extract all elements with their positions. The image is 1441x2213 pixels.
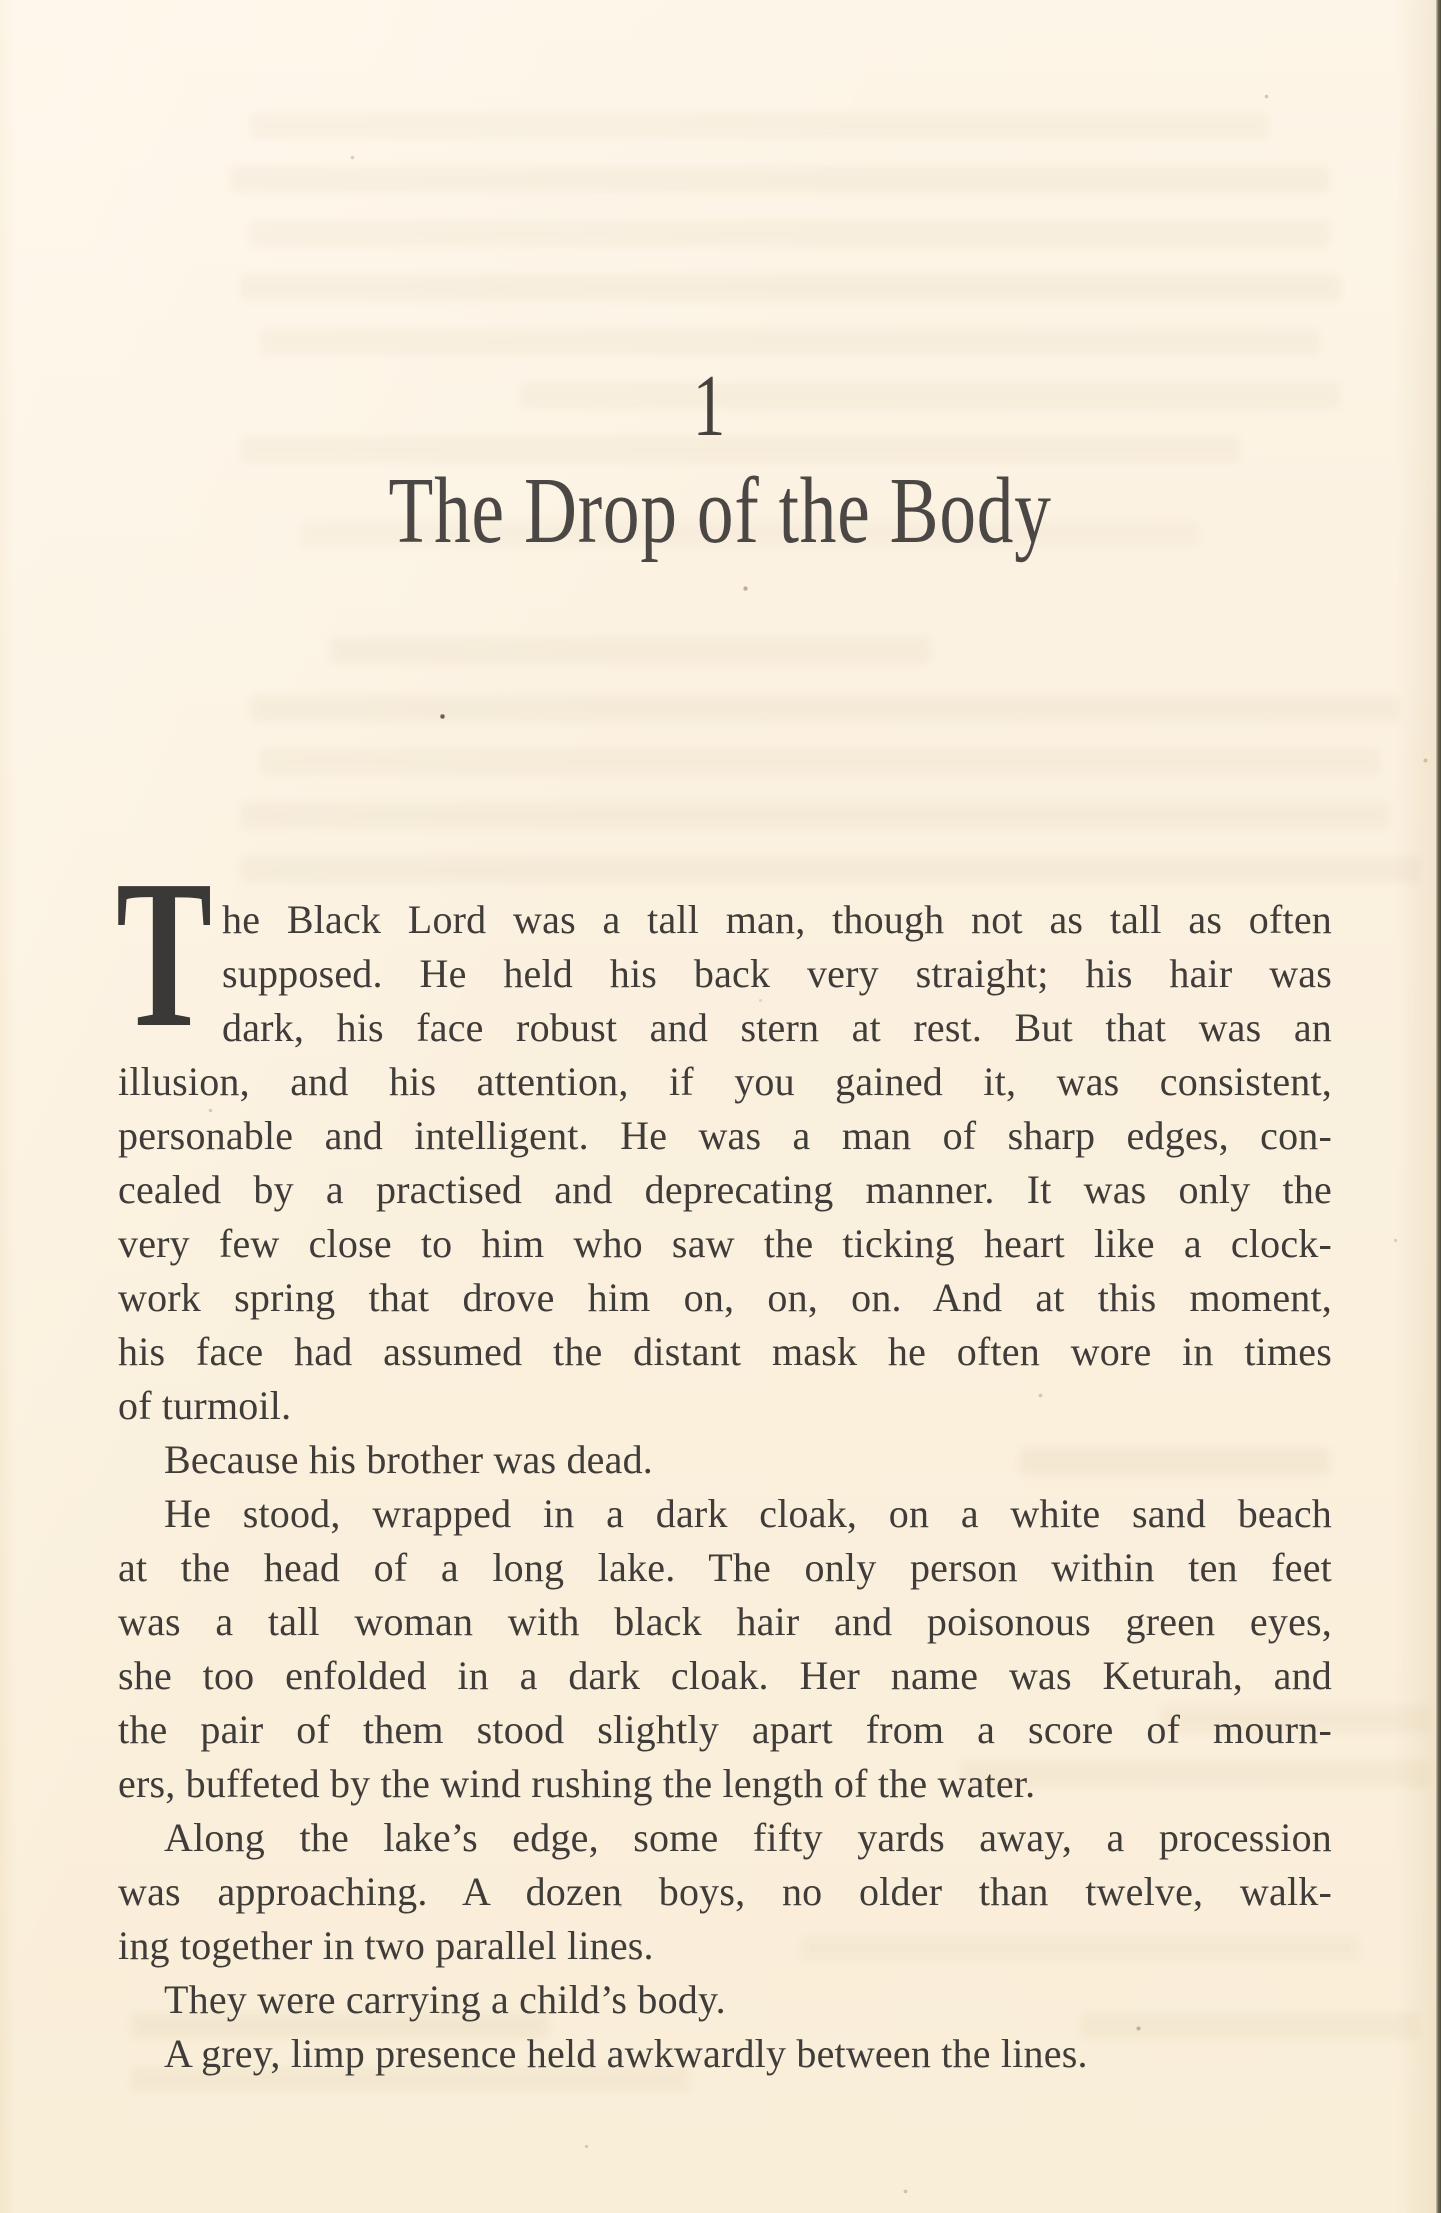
- text-line: of turmoil.: [118, 1383, 292, 1428]
- text-line: she too enfolded in a dark cloak. Her name was Keturah, and: [118, 1653, 1332, 1698]
- text-line: dark, his face robust and stern at rest. But that was an: [222, 1005, 1332, 1050]
- text-line: was approaching. A dozen boys, no older than twelve, walk-: [118, 1869, 1332, 1914]
- ghost-line: [230, 166, 1330, 193]
- text-line: ers, buffeted by the wind rushing the length of the water.: [118, 1761, 1036, 1806]
- text-line: A grey, limp presence held awkwardly between the lines.: [164, 2031, 1088, 2076]
- body-text: [116, 836, 1332, 2081]
- ghost-line: [240, 802, 1390, 829]
- ghost-line: [250, 220, 1330, 247]
- text-line: He stood, wrapped in a dark cloak, on a white sand beach: [164, 1491, 1332, 1536]
- ghost-line: [330, 637, 930, 664]
- text-line: Along the lake’s edge, some fifty yards away, a procession: [164, 1815, 1332, 1860]
- chapter-title-block: [0, 455, 1441, 568]
- text-line: his face had assumed the distant mask he often wore in times: [118, 1329, 1332, 1374]
- ghost-line: [240, 856, 1420, 883]
- text-line: the pair of them stood slightly apart from a score of mourn-: [118, 1707, 1332, 1752]
- chapter-number: 1: [692, 358, 725, 455]
- text-line: supposed. He held his back very straight; his hair was: [222, 951, 1332, 996]
- text-line: personable and intelligent. He was a man of sharp edges, con-: [118, 1113, 1332, 1158]
- ghost-line: [250, 695, 1400, 722]
- text-line: he Black Lord was a tall man, though not as tall as often: [222, 897, 1332, 942]
- ghost-line: [240, 274, 1340, 301]
- text-lines: [118, 893, 1332, 2081]
- text-line: work spring that drove him on, on, on. And at this moment,: [118, 1275, 1332, 1320]
- chapter-number-block: [0, 354, 1429, 460]
- ghost-line: [260, 328, 1320, 355]
- ghost-line: [250, 112, 1270, 139]
- text-line: cealed by a practised and deprecating manner. It was only the: [118, 1167, 1332, 1212]
- paper-speckles: [0, 0, 1, 1]
- text-line: at the head of a long lake. The only person within ten feet: [118, 1545, 1332, 1590]
- text-line: Because his brother was dead.: [164, 1437, 653, 1482]
- ghost-line: [260, 748, 1380, 775]
- drop-cap-letter: T: [116, 836, 213, 1071]
- text-line: They were carrying a child’s body.: [164, 1977, 726, 2022]
- text-line: ing together in two parallel lines.: [118, 1923, 654, 1968]
- text-line: was a tall woman with black hair and poisonous green eyes,: [118, 1599, 1332, 1644]
- text-line: illusion, and his attention, if you gained it, was consistent,: [118, 1059, 1332, 1104]
- text-line: very few close to him who saw the ticking heart like a clock-: [118, 1221, 1332, 1266]
- page-scan-edge: [1436, 0, 1441, 2213]
- chapter-title: The Drop of the Body: [388, 459, 1053, 563]
